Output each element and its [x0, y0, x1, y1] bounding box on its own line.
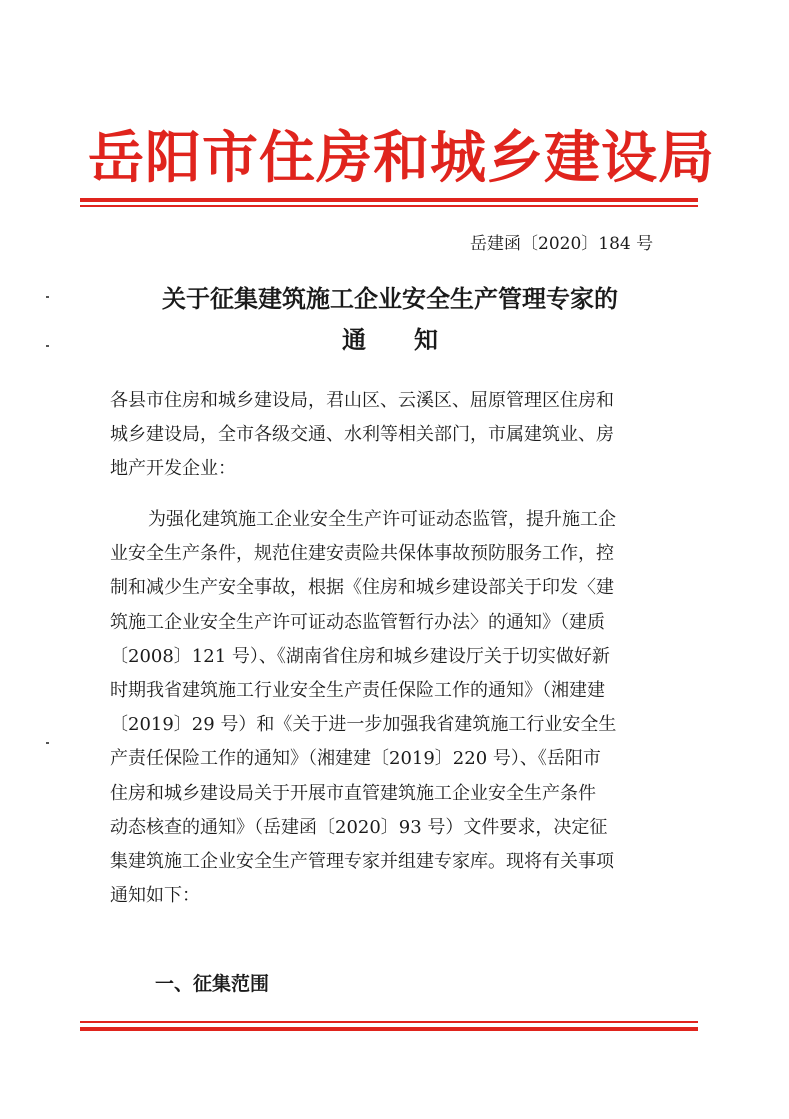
document-title-line-1: 关于征集建筑施工企业安全生产管理专家的: [162, 284, 618, 313]
body-line: 〔2019〕29 号）和《关于进一步加强我省建筑施工行业安全生: [110, 714, 617, 736]
body-line: 业安全生产条件，规范住建安责险共保体事故预防服务工作，控: [110, 543, 614, 565]
body-line: 时期我省建筑施工行业安全生产责任保险工作的通知》（湘建建: [110, 680, 605, 701]
header-red-rule-thick: [80, 198, 698, 202]
margin-mark: [46, 296, 49, 298]
addressee-line: 各县市住房和城乡建设局，君山区、云溪区、屈原管理区住房和: [110, 390, 614, 411]
body-line: 通知如下：: [110, 885, 200, 907]
body-line: 住房和城乡建设局关于开展市直管建筑施工企业安全生产条件: [110, 782, 596, 804]
body-line: 产责任保险工作的通知》（湘建建〔2019〕220 号）、《岳阳市: [110, 748, 601, 770]
body-line: 筑施工企业安全生产许可证动态监管暂行办法〉的通知》（建质: [110, 611, 605, 633]
issuing-authority-header: 岳阳市住房和城乡建设局: [88, 126, 715, 191]
footer-red-rule-thin: [80, 1021, 698, 1023]
footer-red-rule-thick: [80, 1027, 698, 1031]
addressee-line: 城乡建设局，全市各级交通、水利等相关部门，市属建筑业、房: [110, 424, 614, 446]
header-red-rule-thin: [80, 205, 698, 207]
document-title-line-2: 通 知: [342, 325, 438, 354]
addressee-line: 地产开发企业：: [110, 458, 236, 480]
body-line: 为强化建筑施工企业安全生产许可证动态监管，提升施工企: [148, 509, 616, 530]
body-line: 制和减少生产安全事故，根据《住房和城乡建设部关于印发〈建: [110, 577, 614, 599]
document-number: 岳建函〔2020〕184 号: [470, 234, 654, 254]
margin-mark: [46, 345, 49, 347]
body-line: 〔2008〕121 号）、《湖南省住房和城乡建设厅关于切实做好新: [110, 645, 610, 667]
section-heading: 一、征集范围: [155, 973, 270, 995]
body-line: 动态核查的通知》（岳建函〔2020〕93 号）文件要求，决定征: [110, 816, 608, 838]
margin-mark: [46, 742, 49, 744]
body-line: 集建筑施工企业安全生产管理专家并组建专家库。现将有关事项: [110, 851, 614, 872]
